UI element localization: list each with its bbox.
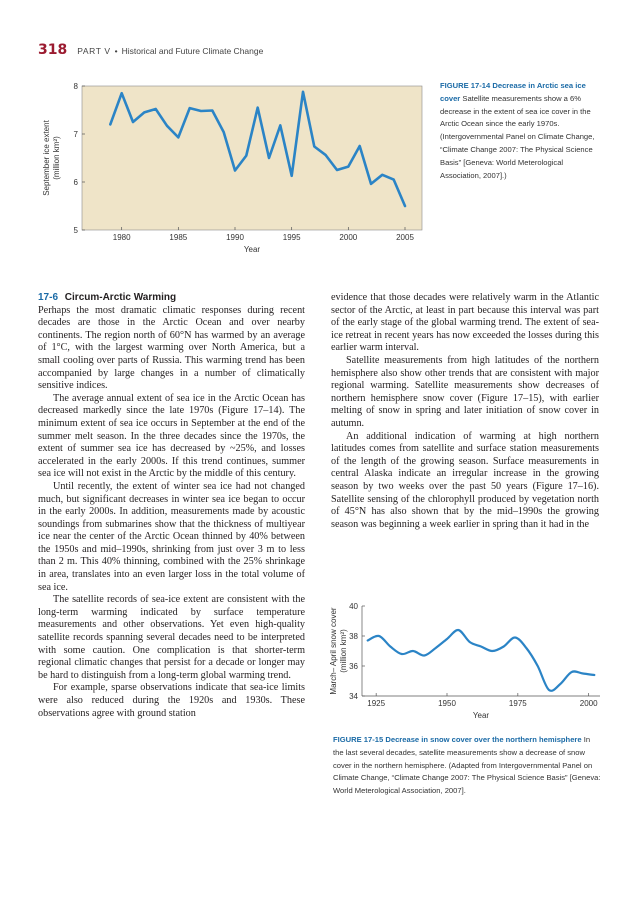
x-tick-label: 1950 <box>438 699 456 708</box>
x-tick-label: 1975 <box>508 699 527 708</box>
paragraph: Perhaps the most dramatic climatic responses during recent decades are those in the Arctic Ocean and over nearby continents. The region north of 60°N has warmed by an average of 1°C, with the largest warming over North America, but a small cooling over parts of Russia. This warming trend has been accompanied by large changes in a number of climatically sensitive indices. <box>38 304 305 392</box>
figure-17-14-chart <box>38 78 426 260</box>
y-tick-label: 5 <box>73 226 78 235</box>
y-tick-label: 7 <box>73 130 78 139</box>
part-title: Historical and Future Climate Change <box>121 46 264 56</box>
page-number: 318 <box>38 42 68 58</box>
running-header <box>38 42 263 60</box>
y-axis-label: March– April snow cover <box>329 607 338 695</box>
paragraph: For example, sparse observations indicate that sea-ice limits were also reduced during the 1920s and 1930s. These observations agree with ground station <box>38 682 305 719</box>
left-column <box>38 292 305 720</box>
paragraph: The satellite records of sea-ice extent are consistent with the long-term warming indicated by surface temperature measurements and other observations. Yet even high-quality satellite records spanning several decades need to be interpreted with some caution. One complication is that shorter-term regional climatic changes that persist for a decade or longer may be hard to distinguish from a long-term global warming trend. <box>38 594 305 681</box>
section-title: Circum-Arctic Warming <box>64 292 177 303</box>
part-label: PART V <box>77 46 111 56</box>
paragraph: The average annual extent of sea ice in the Arctic Ocean has decreased markedly since the late 1970s (Figure 17–14). The minimum extent of sea ice occurs in September at the end of the summer melt season. In the three decades since the 1970s, the extent of summer sea ice has decreased by ~25%, and losses accelerated in the early 2000s. If this trend continues, summer sea ice will not exist in the Arctic by the middle of this century. <box>38 392 305 480</box>
figure-17-14-text: Satellite measurements show a 6% decrease in the extent of sea ice cover in the Arctic Ocean since the early 1970s. (Intergovernmental Panel on Climate Change, “Climate Change 2007: The Physical Science Basis” [Geneva: World Meterological Association, 2007].) <box>440 93 595 180</box>
paragraph: Satellite measurements from high latitudes of the northern hemisphere also show other trends that are consistent with major regional warming. Satellite measurements show decreases of northern hemisphere snow cover (Figure 17–15), with earlier melting of snow in spring and later initiation of snow cover in autumn. <box>331 354 599 429</box>
snow-cover-chart <box>330 598 605 730</box>
sea-ice-chart <box>38 78 426 260</box>
paragraph: evidence that those decades were relatively warm in the Atlantic sector of the Arctic, at least in part because this interval was part of the early stage of the global warming trend. The extent of sea-ice retreat in recent years has now exceeded the losses during this earlier warm interval. <box>331 292 599 354</box>
y-tick-label: 34 <box>349 692 358 701</box>
x-axis-label: Year <box>472 711 490 720</box>
paragraph: An additional indication of warming at high northern latitudes comes from satellite and surface station measurements of the length of the growing season. Surface measurements in central Alaska indicate an irregular increase in the growing season by two weeks over the past 50 years (Figure 17–16). Satellite sensing of the chlorophyll produced by vegetation north of 45°N has also shown that by the mid–1990s the growing season was beginning a week earlier in spring than it had in the <box>331 430 599 530</box>
plot-area <box>82 86 422 230</box>
x-tick-label: 1985 <box>169 233 188 242</box>
figure-17-15-chart <box>330 598 605 730</box>
y-tick-label: 36 <box>349 662 358 671</box>
y-tick-label: 38 <box>349 632 358 641</box>
section-heading <box>38 292 305 305</box>
x-tick-label: 1980 <box>112 233 131 242</box>
x-tick-label: 2000 <box>339 233 358 242</box>
paragraph: Until recently, the extent of winter sea ice had not changed much, but significant decreases in winter sea ice began to occur in the early 2000s. In addition, measurements made by acoustic soundings from submarines show that the thickness of multiyear ice near the center of the Arctic Ocean thinned by 40% between the 1950s and mid–1990s, shrinking from just over 3 m to less than 2 m. This 40% thinning, combined with the 25% shrinkage in area, translates into an even larger loss in the total volume of sea ice. <box>38 480 305 593</box>
figure-17-15-label: FIGURE 17-15 <box>333 735 384 744</box>
y-tick-label: 40 <box>349 602 358 611</box>
x-tick-label: 1995 <box>282 233 301 242</box>
y-tick-label: 8 <box>73 82 78 91</box>
header-separator: • <box>114 46 118 56</box>
figure-17-14-caption <box>440 80 602 182</box>
x-tick-label: 2005 <box>396 233 414 242</box>
figure-17-15-text: In the last several decades, satellite measurements show a decrease of snow cover in the northern hemisphere. (Adapted from Intergovernmental Panel on Climate Change, “Climate Change 2007: The Physical Science Basis” [Geneva: World Meterological Association, 2007]. <box>333 735 601 796</box>
figure-17-15-caption <box>333 734 601 798</box>
right-column <box>331 292 599 531</box>
y-axis-label: September ice extent <box>42 120 51 196</box>
x-axis-label: Year <box>243 245 261 254</box>
figure-17-14-label: FIGURE 17-14 <box>440 81 491 90</box>
y-axis-units: (million km²) <box>52 136 61 180</box>
x-tick-label: 1925 <box>367 699 386 708</box>
x-tick-label: 2000 <box>579 699 598 708</box>
y-tick-label: 6 <box>73 178 78 187</box>
section-number: 17-6 <box>38 292 59 303</box>
figure-17-14-title: Decrease in Arctic sea ice cover <box>440 81 586 103</box>
figure-17-15-title: Decrease in snow cover over the northern hemisphere <box>385 735 582 744</box>
y-axis-units: (million km²) <box>339 629 348 673</box>
x-tick-label: 1990 <box>226 233 244 242</box>
